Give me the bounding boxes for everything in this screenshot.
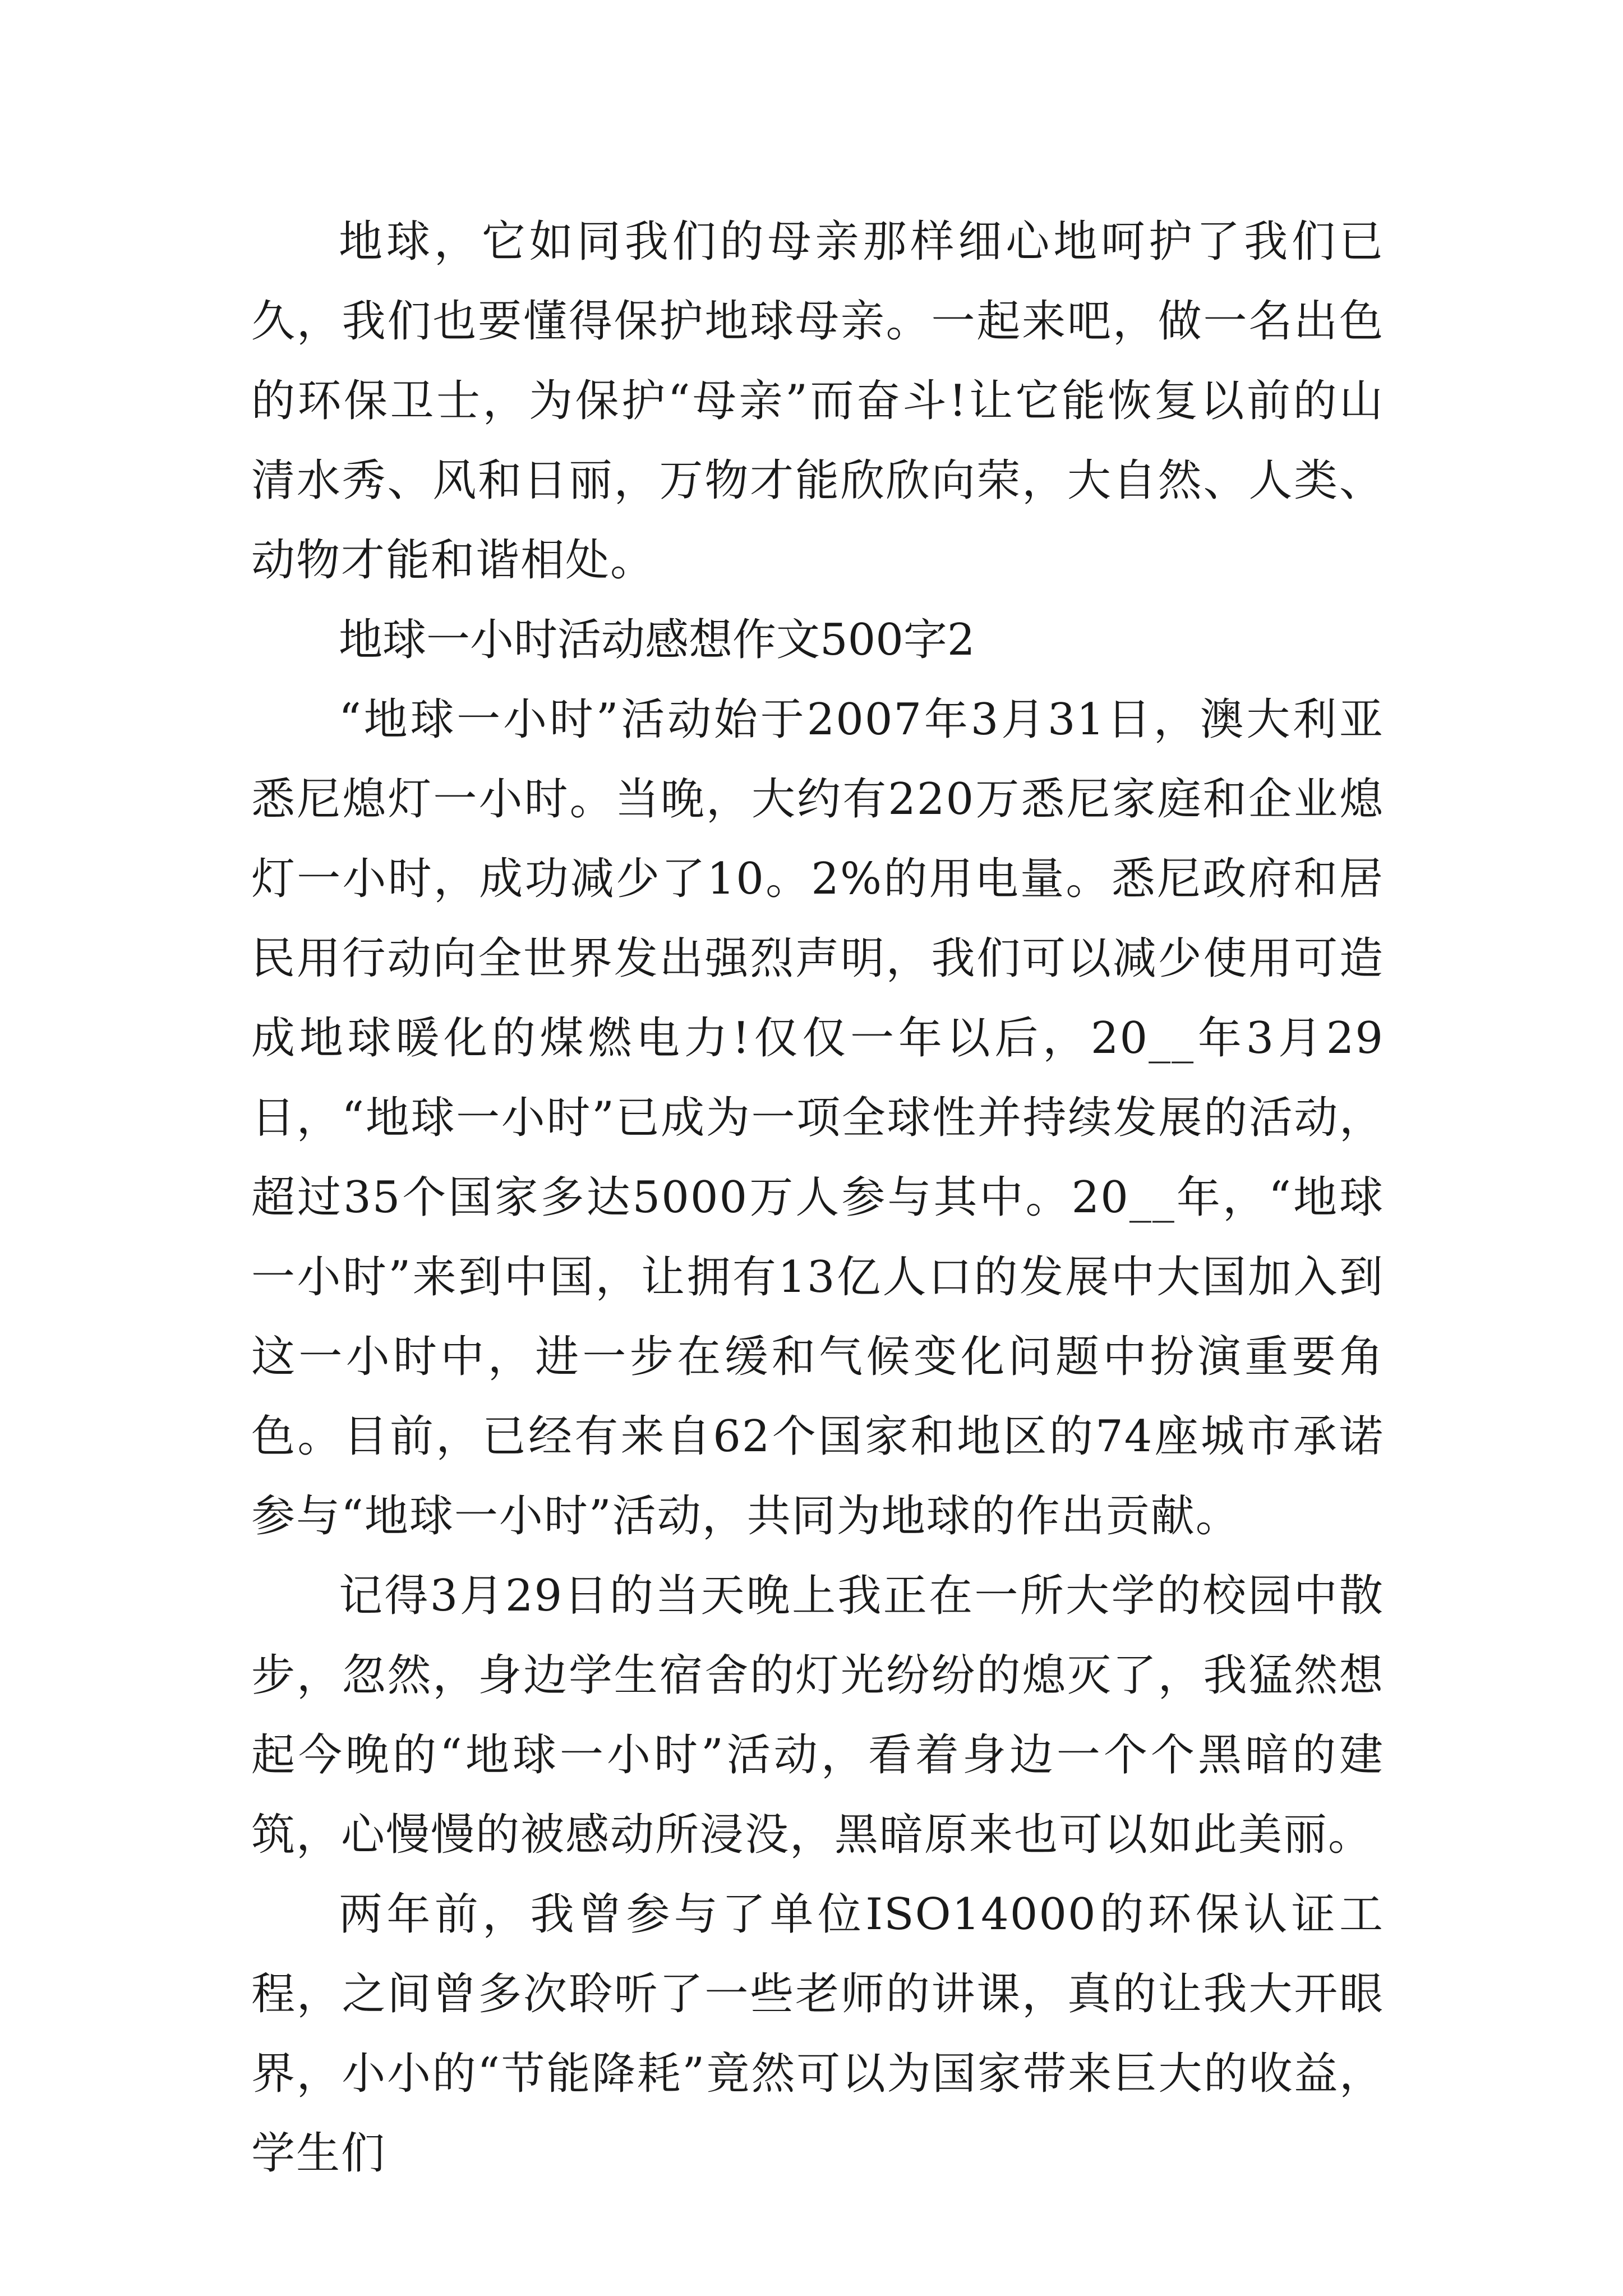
paragraph-memory: 记得3月29日的当天晚上我正在一所大学的校园中散步，忽然，身边学生宿舍的灯光纷纷的熄灭了，我猛然想起今晚的“地球一小时”活动，看着身边一个个黑暗的建筑，心慢慢的被感动所浸没，黑暗原来也可以如此美丽。 xyxy=(251,1571,1384,1860)
section-heading: 地球一小时活动感想作文500字2 xyxy=(339,615,975,665)
paragraph-earth-mother: 地球，它如同我们的母亲那样细心地呵护了我们已久，我们也要懂得保护地球母亲。一起来吧，做一名出色的环保卫士，为保护“母亲”而奋斗!让它能恢复以前的山清水秀、风和日丽，万物才能欣欣向荣，大自然、人类、动物才能和谐相处。 xyxy=(251,217,1384,586)
paragraph-history: “地球一小时”活动始于2007年3月31日，澳大利亚悉尼熄灯一小时。当晚，大约有220万悉尼家庭和企业熄灯一小时，成功减少了10。2%的用电量。悉尼政府和居民用行动向全世界发出强烈声明，我们可以减少使用可造成地球暖化的煤燃电力!仅仅一年以后，20__年3月29日，“地球一小时”已成为一项全球性并持续发展的活动，超过35个国家多达5000万人参与其中。20__年，“地球一小时”来到中国，让拥有13亿人口的发展中大国加入到这一小时中，进一步在缓和气候变化问题中扮演重要角色。目前，已经有来自62个国家和地区的74座城市承诺参与“地球一小时”活动，共同为地球的作出贡献。 xyxy=(251,694,1384,1542)
paragraph-iso: 两年前，我曾参与了单位ISO14000的环保认证工程，之间曾多次聆听了一些老师的讲课，真的让我大开眼界，小小的“节能降耗”竟然可以为国家带来巨大的收益，学生们 xyxy=(251,1889,1384,2179)
document-body xyxy=(251,202,1384,2193)
